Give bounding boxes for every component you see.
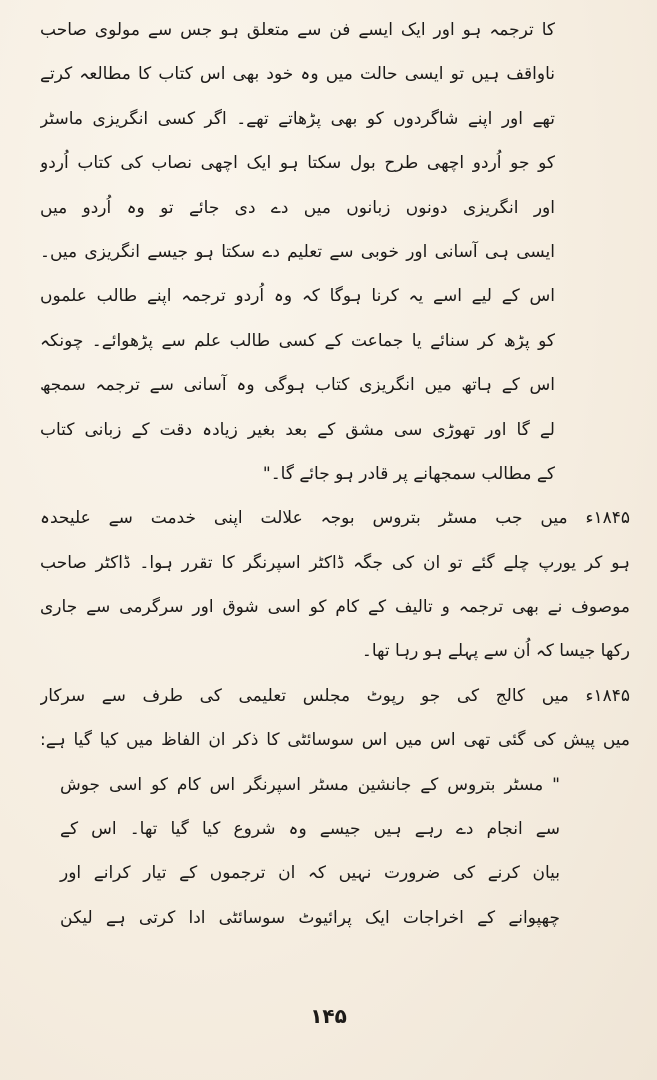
text-line: ۱۸۴۵ء میں کالج کی جو رپوٹ مجلس تعلیمی کی طرف سے سرکار [40, 685, 630, 706]
text-line: اس کے لیے اسے یہ کرنا ہوگا کہ وہ اُردو ترجمہ اپنے طالب علموں [40, 286, 555, 307]
text-line: کو پڑھ کر سنائے یا جماعت کے کسی طالب علم سے پڑھوائے۔ چونکہ [40, 330, 555, 351]
text-line: کا ترجمہ ہو اور ایک ایسے فن سے متعلق ہو جس سے مولوی صاحب [40, 20, 555, 40]
quote-line: چھپوانے کے اخراجات ایک پرائیوٹ سوسائٹی ادا کرتی ہے لیکن [60, 907, 560, 928]
text-line: ناواقف ہیں تو ایسی حالت میں وہ خود بھی اس کتاب کا مطالعہ کرتے [40, 64, 555, 85]
quote-line: بیان کرنے کی ضرورت نہیں کہ ان ترجموں کے تیار کرانے اور [60, 863, 560, 884]
text-line: موصوف نے بھی ترجمہ و تالیف کے کام کو اسی شوق اور سرگرمی سے جاری [40, 597, 630, 618]
text-line: ایسی ہی آسانی اور خوبی سے تعلیم دے سکتا ہو جیسے انگریزی میں۔ [40, 241, 555, 262]
text-line: میں پیش کی گئی تھی اس میں اس سوسائٹی کا ذکر ان الفاظ میں کیا گیا ہے: [40, 730, 630, 751]
text-line: لے گا اور تھوڑی سی مشق کے بعد بغیر زیادہ دقت کے زبانی کتاب [40, 419, 555, 440]
quote-line: سے انجام دے رہے ہیں جیسے وہ شروع کیا گیا تھا۔ اس کے [60, 819, 560, 840]
text-line: رکھا جیسا کہ اُن سے پہلے ہو رہا تھا۔ [361, 641, 630, 662]
text-line: اور انگریزی دونوں زبانوں میں دے دی جائے تو وہ اُردو میں [40, 197, 555, 218]
text-line: اس کے ہاتھ میں انگریزی کتاب ہوگی وہ آسانی سے ترجمہ سمجھ [40, 375, 555, 396]
quote-line: " مسٹر بتروس کے جانشین مسٹر اسپرنگر اس کام کو اسی جوش [60, 774, 560, 795]
text-line: کے مطالب سمجھانے پر قادر ہو جائے گا۔" [262, 463, 555, 484]
text-line: تھے اور اپنے شاگردوں کو بھی پڑھاتے تھے۔ اگر کسی انگریزی ماسٹر [40, 108, 555, 129]
page-body-text [40, 8, 630, 940]
text-line: کو جو اُردو اچھی طرح بول سکتا ہو ایک اچھی نصاب کی کتاب اُردو [40, 153, 555, 174]
text-line: ہو کر یورپ چلے گئے تو ان کی جگہ ڈاکٹر اسپرنگر کا تقرر ہوا۔ ڈاکٹر صاحب [40, 552, 630, 573]
page-number: ۱۴۵ [310, 1004, 347, 1028]
text-line: ۱۸۴۵ء میں جب مسٹر بتروس بوجہ علالت اپنی خدمت سے علیحدہ [40, 508, 630, 529]
